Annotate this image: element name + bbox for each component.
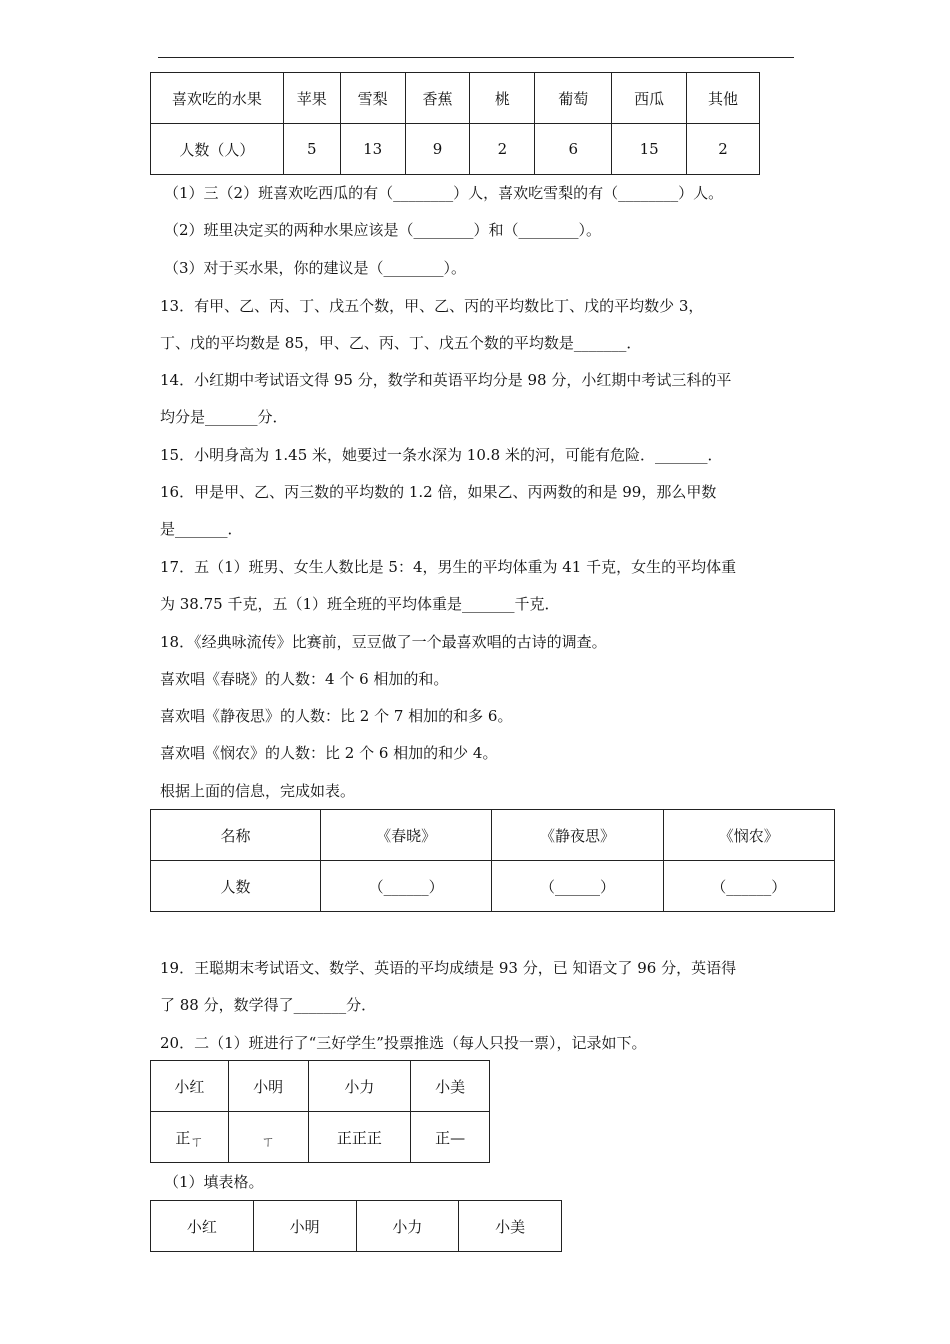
question-14-line-1: 14．小红期中考试语文得 95 分，数学和英语平均分是 98 分，小红期中考试三科的平	[160, 371, 732, 389]
table-cell: 《静夜思》	[492, 810, 663, 861]
question-15: 15．小明身高为 1.45 米，她要过一条水深为 10.8 米的河，可能有危险．_______．	[160, 446, 723, 464]
answer-blank[interactable]: （______）	[320, 861, 491, 912]
question-17-line-2: 为 38.75 千克，五（1）班全班的平均体重是_______千克．	[160, 595, 560, 613]
table-cell: 桃	[470, 73, 535, 124]
header-rule	[158, 57, 794, 58]
table-row	[151, 810, 835, 861]
question-17-line-1: 17．五（1）班男、女生人数比是 5：4，男生的平均体重为 41 千克，女生的平均体重	[160, 558, 737, 576]
question-18-clue-1: 喜欢唱《春晓》的人数：4 个 6 相加的和。	[160, 670, 449, 688]
table-cell: 小明	[228, 1061, 308, 1112]
table-cell: 小力	[308, 1061, 411, 1112]
table-cell: 9	[405, 124, 470, 175]
table-row	[151, 1201, 562, 1252]
tally-mark: 正	[175, 1128, 191, 1147]
question-20-intro: 20．二（1）班进行了“三好学生”投票推选（每人只投一票），记录如下。	[160, 1034, 647, 1052]
question-16-line-2: 是_______．	[160, 520, 243, 538]
question-18-intro: 18．《经典咏流传》比赛前，豆豆做了一个最喜欢唱的古诗的调查。	[160, 633, 607, 651]
table-cell: 苹果	[283, 73, 340, 124]
table-cell: 小红	[151, 1061, 229, 1112]
table-cell: 2	[687, 124, 760, 175]
question-19-line-2: 了 88 分，数学得了_______分．	[160, 996, 377, 1014]
tally-cell: 正—	[411, 1112, 490, 1163]
table-cell: 6	[535, 124, 612, 175]
table-cell: 香蕉	[405, 73, 470, 124]
table-cell: 人数（人）	[151, 124, 284, 175]
table-cell: 《悯农》	[663, 810, 834, 861]
table-cell: 小力	[356, 1201, 459, 1252]
question-13-line-2: 丁、戊的平均数是 85，甲、乙、丙、丁、戊五个数的平均数是_______．	[160, 334, 642, 352]
table-cell: 小美	[459, 1201, 562, 1252]
table-cell: 葡萄	[535, 73, 612, 124]
question-13-line-1: 13．有甲、乙、丙、丁、戊五个数，甲、乙、丙的平均数比丁、戊的平均数少 3，	[160, 297, 704, 315]
table-cell: 小红	[151, 1201, 254, 1252]
table-row	[151, 1061, 490, 1112]
question-19-line-1: 19．王聪期末考试语文、数学、英语的平均成绩是 93 分，已 知语文了 96 分，英语得	[160, 959, 737, 977]
question-12-part-1: （1）三（2）班喜欢吃西瓜的有（________）人，喜欢吃雪梨的有（________）人。	[164, 184, 724, 202]
fruit-table	[150, 72, 760, 175]
table-cell: 西瓜	[612, 73, 687, 124]
tally-cell	[228, 1112, 308, 1163]
tally-cell	[151, 1112, 229, 1163]
vote-tally-table	[150, 1060, 490, 1163]
question-12-part-3: （3）对于买水果，你的建议是（________）。	[164, 259, 467, 277]
table-row	[151, 861, 835, 912]
tally-mark: ㄒ	[261, 1134, 275, 1150]
table-cell: 15	[612, 124, 687, 175]
table-cell: 雪梨	[340, 73, 405, 124]
table-row	[151, 73, 760, 124]
question-18-clue-3: 喜欢唱《悯农》的人数：比 2 个 6 相加的和少 4。	[160, 744, 498, 762]
question-20-part-1: （1）填表格。	[164, 1173, 264, 1191]
table-cell: 2	[470, 124, 535, 175]
tally-mark: ㄒ	[190, 1134, 204, 1150]
table-cell: 《春晓》	[320, 810, 491, 861]
table-cell: 5	[283, 124, 340, 175]
table-cell: 名称	[151, 810, 321, 861]
question-16-line-1: 16．甲是甲、乙、丙三数的平均数的 1.2 倍，如果乙、丙两数的和是 99，那么甲数	[160, 483, 717, 501]
answer-blank[interactable]: （______）	[663, 861, 834, 912]
table-cell: 其他	[687, 73, 760, 124]
poem-table	[150, 809, 835, 912]
table-row	[151, 1112, 490, 1163]
table-cell: 喜欢吃的水果	[151, 73, 284, 124]
question-12-part-2: （2）班里决定买的两种水果应该是（________）和（________）。	[164, 221, 602, 239]
fill-in-table	[150, 1200, 562, 1252]
question-18-instruction: 根据上面的信息，完成如表。	[160, 782, 356, 800]
table-row	[151, 124, 760, 175]
question-18-clue-2: 喜欢唱《静夜思》的人数：比 2 个 7 相加的和多 6。	[160, 707, 513, 725]
table-cell: 小美	[411, 1061, 490, 1112]
table-cell: 人数	[151, 861, 321, 912]
table-cell: 小明	[253, 1201, 356, 1252]
answer-blank[interactable]: （______）	[492, 861, 663, 912]
question-14-line-2: 均分是_______分．	[160, 408, 288, 426]
tally-cell: 正正正	[308, 1112, 411, 1163]
table-cell: 13	[340, 124, 405, 175]
